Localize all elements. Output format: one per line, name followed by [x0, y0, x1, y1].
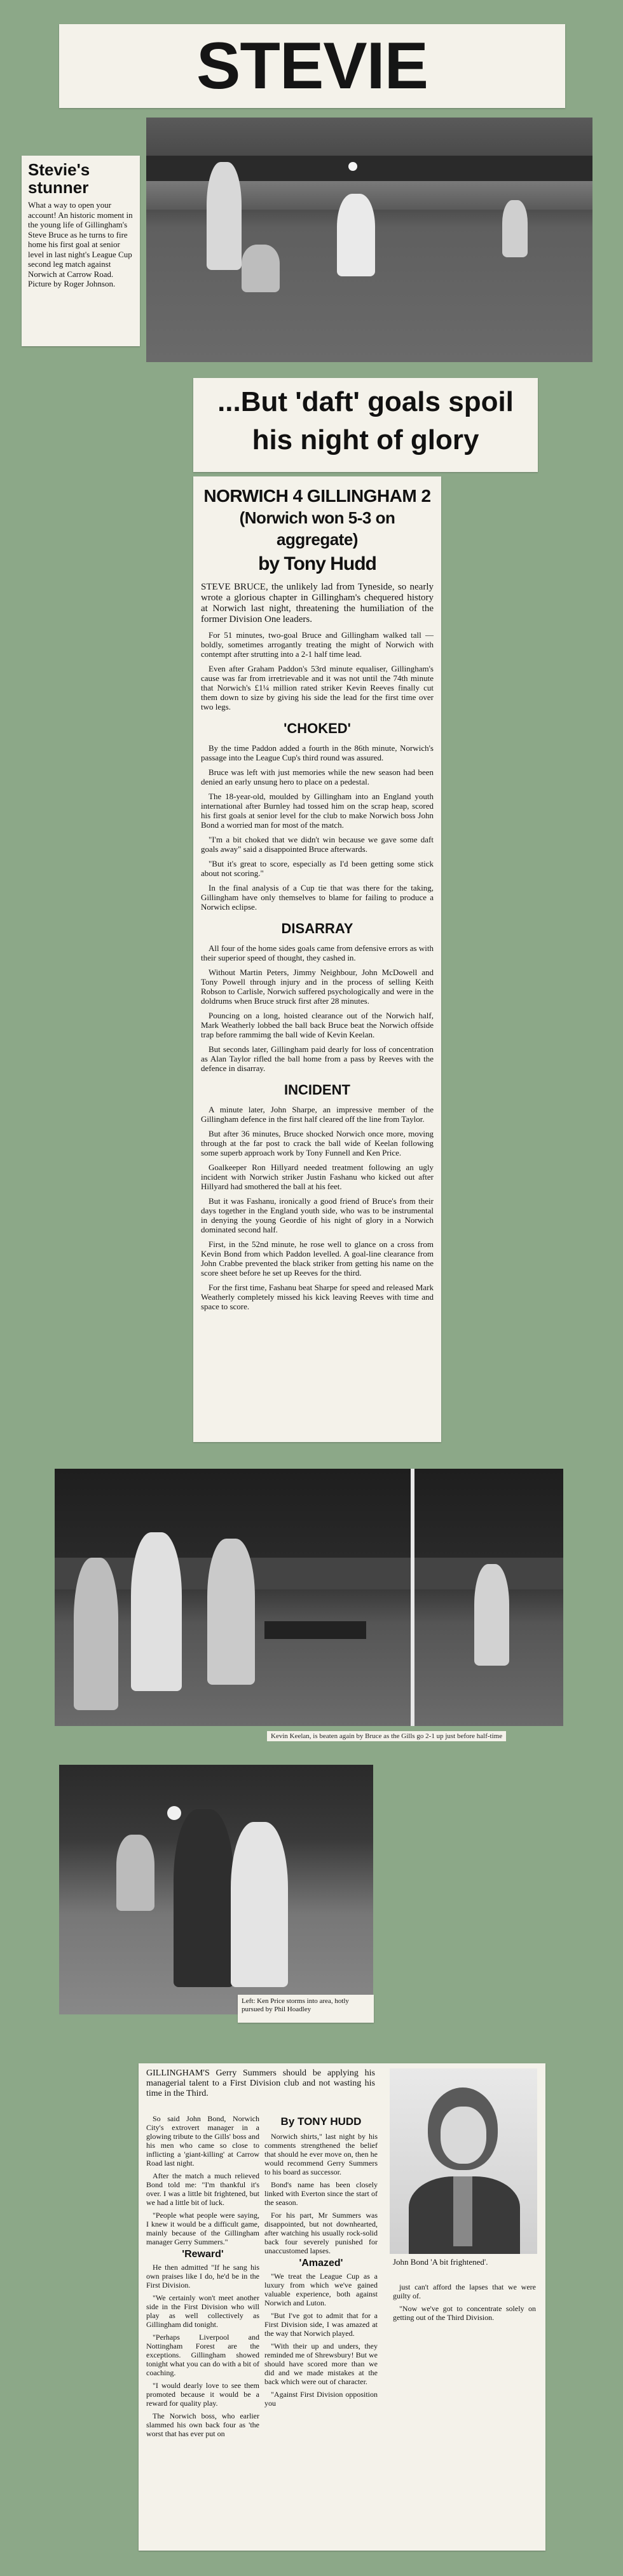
report-paragraph: The 18-year-old, moulded by Gillingham into an England youth international after Burnley had tossed him on the scrap heap, scored his first goals at senior level for the club to make Norwich boss John Bond a worried man for most of the match. — [201, 792, 434, 830]
stunner-caption-box — [22, 156, 140, 346]
subhead-choked: 'CHOKED' — [284, 720, 351, 736]
subhead-reward: 'Reward' — [182, 2249, 224, 2260]
photo3-caption: Left: Ken Price storms into area, hotly pursued by Phil Hoadley — [242, 1997, 349, 2013]
stunner-title: Stevie's stunner — [28, 160, 90, 197]
bond-paragraph: "With their up and unders, they reminded me of Shrewsbury! But we should have scored more than we did and we made mistakes at the back which were out of character. — [264, 2342, 378, 2386]
subhead-incident: INCIDENT — [284, 1082, 350, 1098]
photo3-caption-box — [238, 1995, 374, 2023]
headline-clipping — [59, 24, 565, 108]
bond-paragraph: "Against First Division opposition you — [264, 2390, 378, 2408]
report-paragraph: For 51 minutes, two-goal Bruce and Gillingham walked tall — boldly, sometimes arrogantly treating the might of Norwich with contempt after strutting into a 2-1 half time lead. — [201, 630, 434, 659]
bond-paragraph: "But I've got to admit that for a First Division side, I was amazed at the way that Norwich played. — [264, 2311, 378, 2338]
bond-paragraph: The Norwich boss, who earlier slammed his own back four as 'the worst that has ever put on — [146, 2411, 259, 2438]
report-paragraph: Bruce was left with just memories while the new season had been denied an early unsung hero to place on a pedestal. — [201, 767, 434, 786]
report-byline: by Tony Hudd — [258, 553, 376, 574]
bond-article — [139, 2063, 545, 2551]
bond-intro: GILLINGHAM'S Gerry Summers should be applying his managerial talent to a First Division club and not wasting his time in the Third. — [146, 2068, 375, 2098]
bond-paragraph: For his part, Mr Summers was disappointed, but not downhearted, after watching his usually rock-solid back four severely punished for unaccustomed lapses. — [264, 2211, 378, 2255]
report-paragraph: "But it's great to score, especially as I'd been getting some stick about not scoring." — [201, 859, 434, 878]
bond-col1 — [146, 2114, 259, 2442]
second-headline-line1: ...But 'daft' goals spoil — [217, 386, 514, 417]
bond-paragraph: just can't afford the lapses that we were guilty of. — [393, 2283, 536, 2300]
report-paragraph: All four of the home sides goals came from defensive errors as with their superior speed of thought, they cashed in. — [201, 943, 434, 962]
photo2-caption: Kevin Keelan, is beaten again by Bruce as the Gills go 2-1 up just before half-time — [267, 1731, 506, 1741]
photo-keelan-beaten — [55, 1469, 563, 1726]
report-paragraph: Pouncing on a long, hoisted clearance out of the Norwich half, Mark Weatherly lobbed the ball back Bruce beat the Norwich offside trap before rammimg the ball wide of Kevin Keelan. — [201, 1011, 434, 1039]
bond-byline: By TONY HUDD — [280, 2115, 362, 2128]
photo-price-storms — [59, 1765, 373, 2014]
headline: STEVIE — [196, 29, 428, 103]
bond-col3 — [393, 2283, 536, 2326]
report-paragraph: But it was Fashanu, ironically a good friend of Bruce's from their days together in the England youth side, who was to be instrumental in denying the young Geordie of his night of glory in a Norwich dominated second half. — [201, 1196, 434, 1234]
photo-john-bond — [390, 2068, 537, 2254]
bond-paragraph: "Now we've got to concentrate solely on getting out of the Third Division. — [393, 2304, 536, 2322]
bond-paragraph: He then admitted "If he sang his own praises like I do, he'd be in the First Division. — [146, 2263, 259, 2289]
second-headline-line2: his night of glory — [252, 424, 479, 455]
bond-paragraph: "I would dearly love to see them promoted because it would be a reward for quality play. — [146, 2381, 259, 2408]
report-intro: STEVE BRUCE, the unlikely lad from Tyneside, so nearly wrote a glorious chapter in Gillingham's chequered history at Norwich last night, threatening the humiliation of the former Division One leaders. — [201, 582, 434, 624]
bond-paragraph: "We certainly won't meet another side in the First Division who will play as well collectively as Gillingham did tonight. — [146, 2293, 259, 2329]
bond-col2 — [264, 2114, 378, 2411]
stunner-caption: What a way to open your account! An historic moment in the young life of Gillingham's Steve Bruce as he turns to fire home his first goal at senior level in last night's League Cup second leg match against Norwich at Carrow Road. Picture by Roger Johnson. — [28, 200, 133, 288]
report-paragraph: But after 36 minutes, Bruce shocked Norwich once more, moving through at the far post to crack the ball wide of Keelan following some superb approach work by Tony Funnell and Ken Price. — [201, 1129, 434, 1157]
bond-paragraph: "We treat the League Cup as a luxury from which we've gained valuable experience, both against Norwich and Luton. — [264, 2272, 378, 2307]
bond-paragraph: Norwich shirts," last night by his comments strengthened the belief that should he ever move on, then he would recommend Gerry Summers to his board as successor. — [264, 2132, 378, 2176]
report-paragraph: Goalkeeper Ron Hillyard needed treatment following an ugly incident with Norwich striker Justin Fashanu who kicked out after Hillyard had smothered the ball at his feet. — [201, 1163, 434, 1191]
bond-paragraph: After the match a much relieved Bond told me: "I'm thankful it's over. I was a little bit frightened, but we had a little bit of luck. — [146, 2171, 259, 2207]
bond-paragraph: "Perhaps Liverpool and Nottingham Forest are the exceptions. Gillingham showed tonight what you can do with a bit of coaching. — [146, 2333, 259, 2377]
subhead-amazed: 'Amazed' — [299, 2258, 343, 2269]
second-headline-box — [193, 378, 538, 472]
subhead-disarray: DISARRAY — [281, 920, 353, 936]
report-paragraph: A minute later, John Sharpe, an impressive member of the Gillingham defence in the first half cleared off the line from Taylor. — [201, 1105, 434, 1124]
report-paragraph: Even after Graham Paddon's 53rd minute equaliser, Gillingham's cause was far from irretrievable and it was not until the 74th minute that Norwich's £1¼ million rated striker Kevin Reeves finally cut them down to size by giving his side the lead for the first time over two legs. — [201, 664, 434, 711]
report-paragraph: First, in the 52nd minute, he rose well to glance on a cross from Kevin Bond from which Paddon levelled. A goal-line clearance from John Crabbe prevented the black striker from getting his name on the score sheet before he set up Reeves for the third. — [201, 1239, 434, 1278]
bond-paragraph: "People what people were saying, I knew it would be a difficult game, mainly because of the Gillingham manager Gerry Summers." — [146, 2211, 259, 2246]
bond-photo-caption: John Bond 'A bit frightened'. — [393, 2257, 488, 2267]
score-line: NORWICH 4 GILLINGHAM 2 — [203, 486, 431, 506]
match-report — [193, 476, 441, 1442]
aggregate-line: (Norwich won 5-3 on aggregate) — [239, 508, 395, 549]
photo-bruce-goal — [146, 118, 592, 362]
report-paragraph: But seconds later, Gillingham paid dearly for loss of concentration as Alan Taylor rifled the ball home from a pass by Reeves with the defence in disarray. — [201, 1044, 434, 1073]
bond-paragraph: So said John Bond, Norwich City's extrovert manager in a glowing tribute to the Gills' boss and his men who came so close to inflicting a 'giant-killing' at Carrow Road last night. — [146, 2114, 259, 2168]
bond-paragraph: Bond's name has been closely linked with Everton since the start of the season. — [264, 2180, 378, 2207]
report-paragraph: In the final analysis of a Cup tie that was there for the taking, Gillingham have only themselves to blame for failing to produce a Norwich eclipse. — [201, 883, 434, 912]
report-paragraph: Without Martin Peters, Jimmy Neighbour, John McDowell and Tony Powell through injury and in the process of selling Keith Robson to Carlisle, Norwich suffered psychologically and were in the doldrums when Bruce struck first after 28 minutes. — [201, 968, 434, 1006]
report-paragraph: "I'm a bit choked that we didn't win because we gave some daft goals away" said a disappointed Bruce afterwards. — [201, 835, 434, 854]
report-paragraph: By the time Paddon added a fourth in the 86th minute, Norwich's passage into the League Cup's third round was assured. — [201, 743, 434, 762]
report-paragraph: For the first time, Fashanu beat Sharpe for speed and released Mark Weatherly completely missed his kick leaving Reeves with time and space to score. — [201, 1283, 434, 1311]
